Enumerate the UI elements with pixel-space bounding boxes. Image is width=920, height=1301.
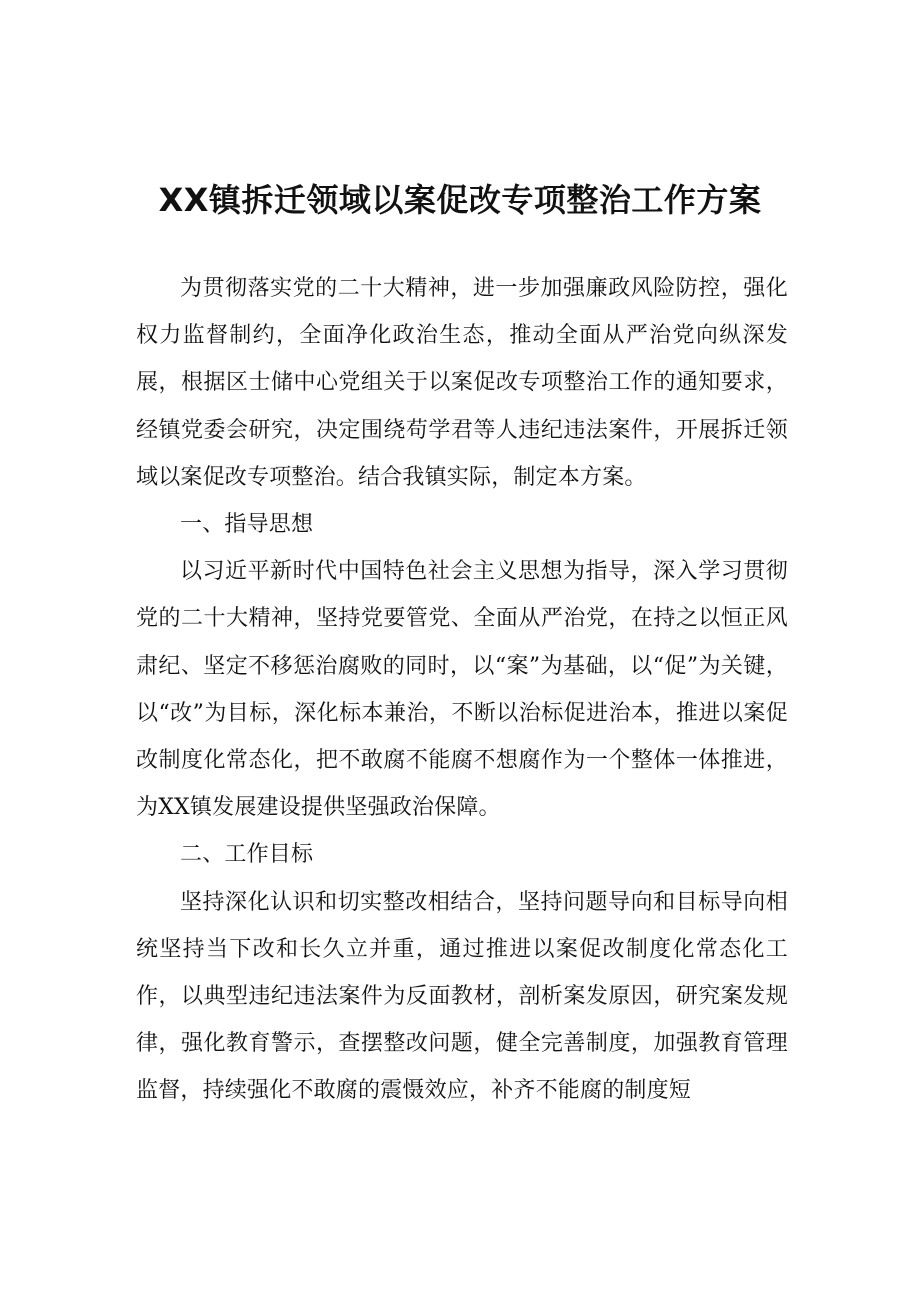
document-title: XX镇拆迁领域以案促改专项整治工作方案	[158, 181, 762, 219]
section-heading-guiding-ideology: 一、指导思想	[180, 512, 314, 538]
section-paragraph-guiding-ideology: 以习近平新时代中国特色社会主义思想为指导，深入学习贯彻党的二十大精神，坚持党要管党、全面从严治党，在持之以恒正风肃纪、坚定不移惩治腐败的同时，以“案”为基础，以“促”为关键，以“改”为目标，深化标本兼治，不断以治标促进治本，推进以案促改制度化常态化，把不敢腐不能腐不想腐作为一个整体一体推进，为XX镇发展建设提供坚强政治保障。	[136, 559, 788, 821]
section-heading-work-goals: 二、工作目标	[180, 842, 314, 868]
section-paragraph-work-goals: 坚持深化认识和切实整改相结合，坚持问题导向和目标导向相统坚持当下改和长久立并重，通过推进以案促改制度化常态化工作，以典型违纪违法案件为反面教材，剖析案发原因，研究案发规律，强化教育警示，查摆整改问题，健全完善制度，加强教育管理监督，持续强化不敢腐的震慑效应，补齐不能腐的制度短	[136, 889, 788, 1104]
document-body	[136, 265, 788, 1115]
intro-paragraph: 为贯彻落实党的二十大精神，进一步加强廉政风险防控，强化权力监督制约，全面净化政治生态，推动全面从严治党向纵深发展，根据区士储中心党组关于以案促改专项整治工作的通知要求，经镇党委会研究，决定围绕苟学君等人违纪违法案件，开展拆迁领域以案促改专项整治。结合我镇实际，制定本方案。	[136, 276, 788, 490]
